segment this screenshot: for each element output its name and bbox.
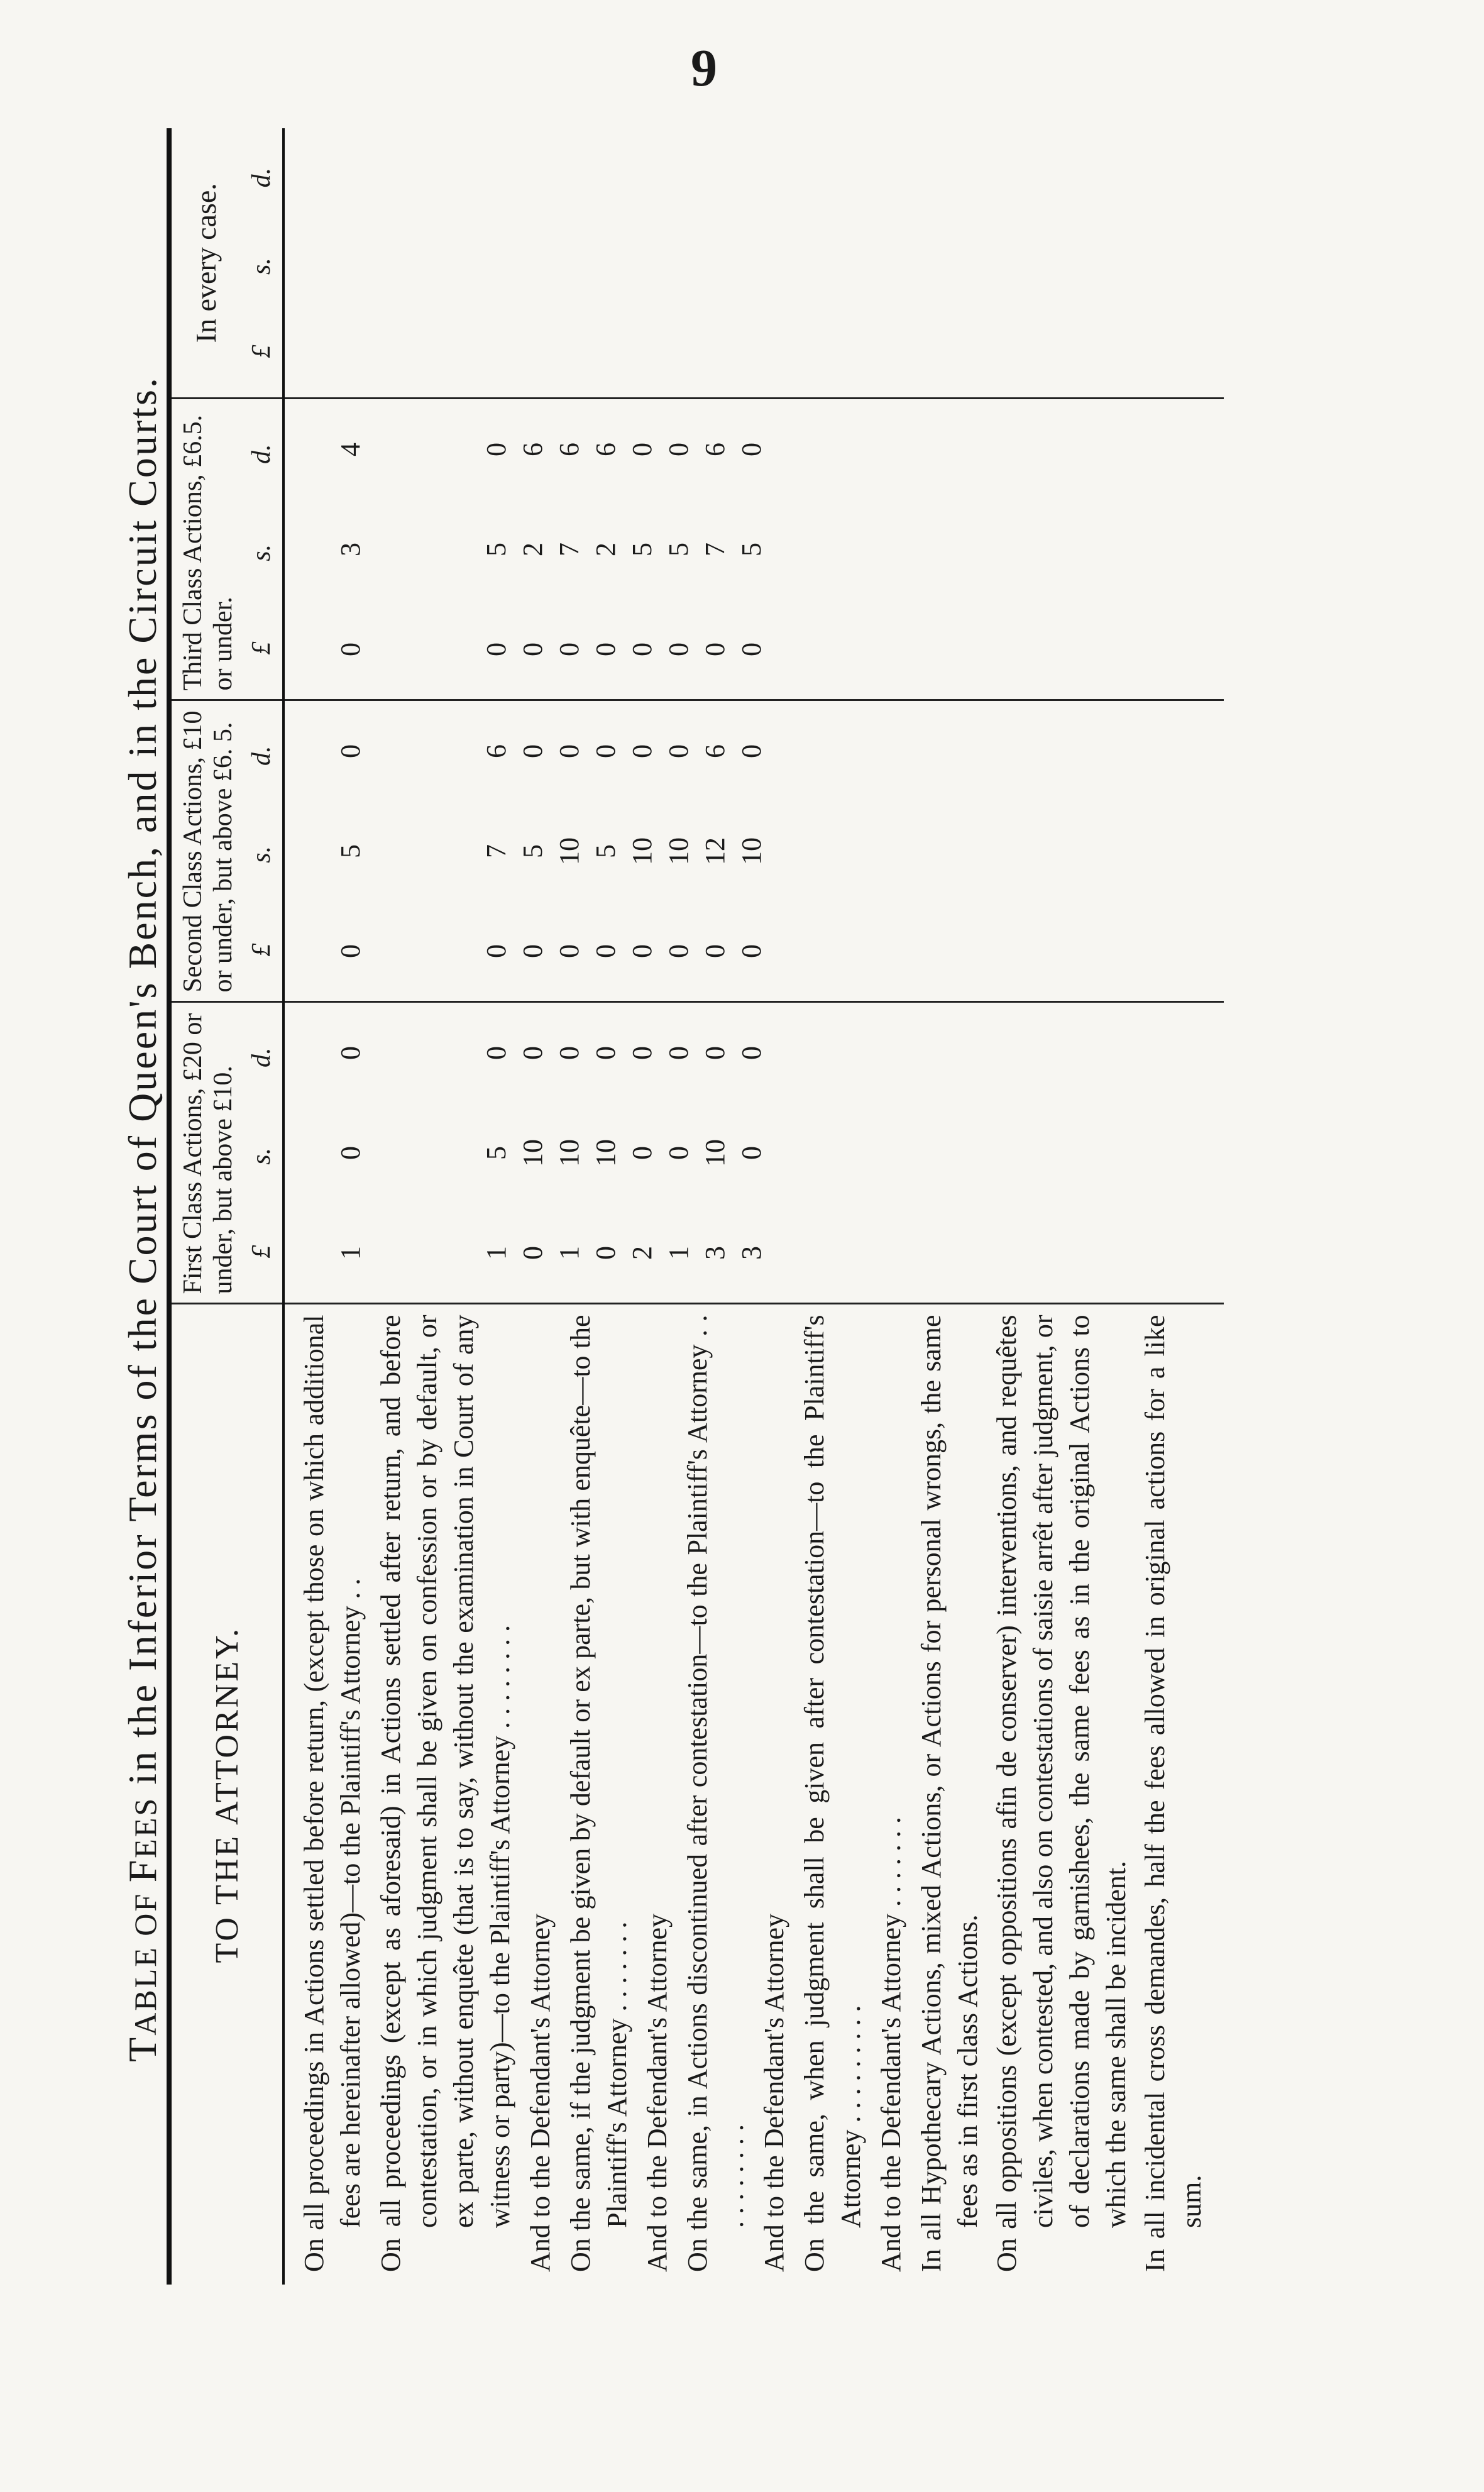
fee-value: 0 [517,1246,548,1260]
fee-spacer [296,600,333,700]
fee-value: 0 [736,642,767,656]
fee-value: 10 [663,837,694,865]
description-item: In all incidental cross demandes, half the fees allowed in original actions for a like sum. [1140,1315,1207,2272]
fee-spacer [369,1203,405,1303]
header-row [169,128,241,2285]
fee-spacer [405,600,442,700]
fee-spacer [369,802,405,901]
fee-value: 1 [335,1246,366,1260]
fee-value: 0 [700,642,730,656]
fee-spacer [296,400,333,500]
description-item: On the same, in Actions discontinued after contestation—to the Plaintiff's Attorney . . . . . . . . . . [682,1315,749,2272]
description-item: And to the Defendant's Attorney [759,1913,789,2272]
fee-spacer [442,802,478,901]
fee-value: 10 [554,837,585,865]
fee-value: 10 [736,837,767,865]
units-first: £ s. d. [247,1047,276,1259]
descriptions-column [283,1304,1224,2285]
fee-spacer [296,500,333,600]
description-item: And to the Defendant's Attorney . . . . . . . [876,1816,906,2272]
second-class-heading: Second Class Actions, £10 or under, but above £6. 5. [169,700,241,1002]
fee-value: 6 [517,443,548,456]
fee-value: 0 [627,443,657,456]
fee-spacer [442,600,478,700]
fee-value: 10 [590,1139,621,1167]
fee-value: 0 [481,642,512,656]
fee-value: 0 [736,1046,767,1060]
fee-value: 2 [517,543,548,556]
fee-value: 4 [335,443,366,456]
every-case-heading: In every case. [169,128,241,399]
fee-spacer [369,702,405,802]
fee-spacer [369,1103,405,1203]
fee-spacer [405,1203,442,1303]
fee-value: 0 [335,1146,366,1160]
description-item: On all proceedings (except as aforesaid) in Actions settled after return, and before contestation, or in which judgment shall be given on confession or by default, or ex parte, without enquête (that is to say, without the examination in Court of any witness or party)—to the Plaintiff's Attorney . . . . . . . . [375,1315,515,2272]
fee-spacer [296,1003,333,1103]
fees-table [167,128,1224,2285]
fee-value: 10 [627,837,657,865]
table-title: TABLE OF FEES in the Inferior Terms of the Court of Queen's Bench, and in the Circuit Courts. [120,376,165,2062]
fee-spacer [296,802,333,901]
description-item: On the same, if the judgment be given by default or ex parte, but with enquête—to the Plaintiff's Attorney . . . . . . . [565,1315,632,2272]
fee-value: 0 [700,1046,730,1060]
fee-value: 6 [590,443,621,456]
fee-value: 0 [517,1046,548,1060]
fee-value: 6 [700,443,730,456]
fee-spacer [405,702,442,802]
fee-spacer [296,702,333,802]
units-second: £ s. d. [247,746,276,957]
description-item: On the same, when judgment shall be given after contestation—to the Plaintiff's Attorney . . . . . . . . . [799,1315,866,2272]
fee-value: 5 [627,543,657,556]
fee-spacer [369,500,405,600]
units-third: £ s. d. [247,444,276,655]
description-item: And to the Defendant's Attorney [525,1913,556,2272]
description-item: And to the Defendant's Attorney [642,1913,673,2272]
fee-value: 0 [736,443,767,456]
fee-value: 6 [554,443,585,456]
first-class-heading: First Class Actions, £20 or under, but above £10. [169,1002,241,1304]
fee-value: 1 [663,1246,694,1260]
fee-value: 0 [554,642,585,656]
fee-value: 12 [700,837,730,865]
fee-value: 0 [590,944,621,958]
fee-value: 0 [335,944,366,958]
fee-value: 0 [590,1046,621,1060]
third-class-heading: Third Class Actions, £6.5. or under. [169,399,241,700]
fee-value: 0 [517,642,548,656]
second-class-fees [283,700,1224,1002]
fee-value: 0 [554,744,585,758]
fee-spacer [296,1103,333,1203]
fee-value: 0 [517,744,548,758]
fee-value: 1 [554,1246,585,1260]
fee-value: 0 [590,642,621,656]
fee-value: 0 [700,944,730,958]
fee-value: 0 [517,944,548,958]
fee-spacer [405,1003,442,1103]
description-item: On all oppositions (except oppositions afin de conserver) interventions, and requêtes civiles, when contested, and also on contestations of saisie arrêt after judgment, or of declarations made by garnishees, the same fees as in the original Actions to which the same shall be incident. [991,1315,1131,2272]
first-class-fees [283,1002,1224,1304]
every-case-fees [283,128,1224,399]
fee-value: 5 [481,543,512,556]
fee-value: 0 [590,1246,621,1260]
fee-value: 0 [663,1046,694,1060]
fee-spacer [442,901,478,1001]
fee-value: 0 [481,443,512,456]
fee-value: 7 [481,844,512,858]
description-item: In all Hypothecary Actions, mixed Actions, or Actions for personal wrongs, the same fees as in first class Actions. [916,1315,983,2272]
fee-spacer [369,600,405,700]
fee-value: 1 [481,1246,512,1260]
fee-value: 10 [700,1139,730,1167]
fee-value: 2 [627,1246,657,1260]
fee-spacer [405,901,442,1001]
fee-spacer [405,1103,442,1203]
body-row [283,128,1224,2285]
fee-value: 5 [335,844,366,858]
fee-value: 0 [335,1046,366,1060]
fee-spacer [405,802,442,901]
fee-spacer [369,1003,405,1103]
fee-spacer [369,400,405,500]
fee-value: 0 [627,944,657,958]
fee-value: 0 [663,642,694,656]
description-item: On all proceedings in Actions settled before return, (except those on which additional fees are hereinafter allowed)—to the Plaintiff's Attorney . . [299,1315,366,2272]
fee-value: 5 [663,543,694,556]
third-class-fees [283,399,1224,700]
fee-value: 0 [627,1146,657,1160]
fee-spacer [369,901,405,1001]
fee-value: 6 [481,744,512,758]
fee-value: 3 [700,1246,730,1260]
fee-value: 0 [663,744,694,758]
fee-spacer [442,400,478,500]
fee-value: 0 [627,744,657,758]
fee-value: 5 [590,844,621,858]
fee-value: 0 [663,443,694,456]
fee-value: 7 [554,543,585,556]
fee-value: 3 [335,543,366,556]
fee-value: 10 [517,1139,548,1167]
fee-spacer [442,702,478,802]
fee-value: 0 [663,1146,694,1160]
fee-value: 0 [736,1146,767,1160]
fee-value: 0 [590,744,621,758]
fee-value: 0 [335,642,366,656]
fee-spacer [405,500,442,600]
fee-value: 0 [554,1046,585,1060]
fee-value: 0 [736,944,767,958]
fee-value: 7 [700,543,730,556]
fee-spacer [442,500,478,600]
fee-value: 0 [663,944,694,958]
fee-value: 5 [736,543,767,556]
fee-value: 5 [481,1146,512,1160]
fee-spacer [442,1203,478,1303]
fee-spacer [442,1103,478,1203]
fee-spacer [442,1003,478,1103]
fee-value: 0 [627,642,657,656]
fee-value: 2 [590,543,621,556]
page-number: 9 [691,39,717,97]
fee-value: 0 [335,744,366,758]
fee-value: 0 [481,944,512,958]
fee-spacer [405,400,442,500]
units-every: £ s. d. [247,167,276,358]
fee-value: 5 [517,844,548,858]
fee-spacer [296,901,333,1001]
fee-value: 0 [627,1046,657,1060]
fee-spacer [296,1203,333,1303]
fee-value: 0 [736,744,767,758]
fee-value: 6 [700,744,730,758]
attorney-heading: TO THE ATTORNEY. [169,1304,283,2285]
fee-value: 0 [481,1046,512,1060]
fee-value: 3 [736,1246,767,1260]
fee-value: 10 [554,1139,585,1167]
fee-value: 0 [554,944,585,958]
